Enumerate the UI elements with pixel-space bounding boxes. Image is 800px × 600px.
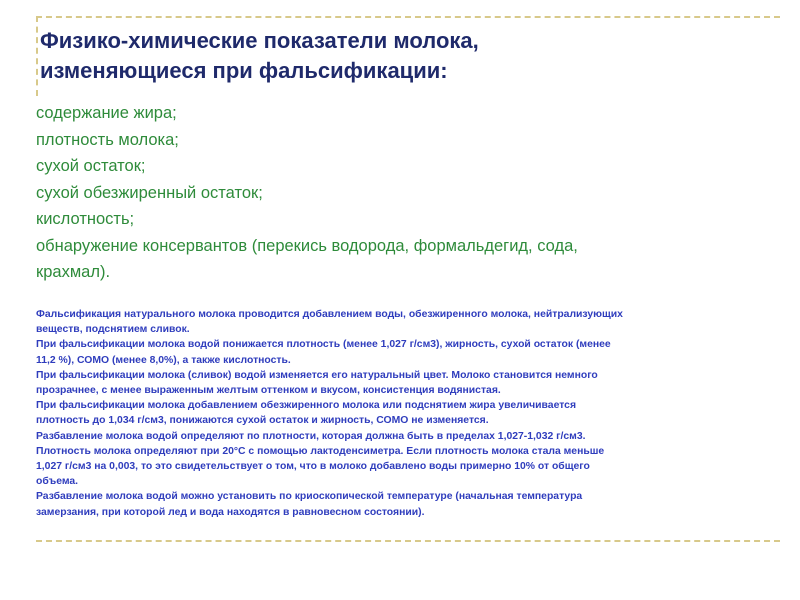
slide-title-line-1: Физико-химические показатели молока, — [40, 28, 479, 53]
indicator-item: кислотность; — [36, 210, 135, 228]
indicator-item: плотность молока; — [36, 130, 179, 149]
indicator-item: обнаружение консервантов (перекись водорода, формальдегид, сода, — [36, 236, 578, 255]
body-line: 11,2 %), СОМО (менее 8,0%), а также кислотность. — [36, 354, 291, 366]
body-line: При фальсификации молока водой понижается плотность (менее 1,027 г/см3), жирность, сухой остаток (менее — [36, 339, 611, 351]
body-line: прозрачнее, с менее выраженным желтым оттенком и вкусом, консистенция водянистая. — [36, 385, 501, 397]
body-line: замерзания, при которой лед и вода находятся в равновесном состоянии). — [36, 506, 425, 518]
indicator-list — [36, 100, 776, 286]
body-line: Плотность молока определяют при 20°С с помощью лактоденсиметра. Если плотность молока стала меньше — [36, 445, 605, 457]
decorative-top-border — [36, 16, 780, 18]
slide-title — [40, 26, 760, 86]
body-line: При фальсификации молока добавлением обезжиренного молока или подснятием жира увеличивается — [36, 400, 577, 412]
body-line: При фальсификации молока (сливок) водой изменяется его натуральный цвет. Молоко становится немного — [36, 369, 598, 381]
body-line: объема. — [36, 476, 79, 488]
body-line: веществ, подснятием сливок. — [36, 324, 190, 336]
body-line: Разбавление молока водой определяют по плотности, которая должна быть в пределах 1,027-1,032 г/см3. — [36, 430, 586, 442]
body-line: плотность до 1,034 г/см3, понижаются сухой остаток и жирность, СОМО не изменяется. — [36, 415, 489, 427]
body-line: Разбавление молока водой можно установить по криоскопической температуре (начальная температура — [36, 491, 583, 503]
indicator-item: содержание жира; — [36, 104, 177, 122]
decorative-bottom-border — [36, 540, 780, 542]
body-line: Фальсификация натурального молока проводится добавлением воды, обезжиренного молока, нейтрализующих — [36, 309, 623, 320]
indicator-item: сухой остаток; — [36, 157, 146, 175]
indicator-item: сухой обезжиренный остаток; — [36, 183, 263, 202]
slide-title-line-2: изменяющиеся при фальсификации: — [40, 58, 448, 83]
falsification-description — [36, 307, 776, 520]
body-line: 1,027 г/см3 на 0,003, то это свидетельствует о том, что в молоко добавлено воды примерно 10% от общего — [36, 461, 590, 473]
indicator-item: крахмал). — [36, 263, 111, 281]
decorative-left-border — [36, 16, 38, 96]
